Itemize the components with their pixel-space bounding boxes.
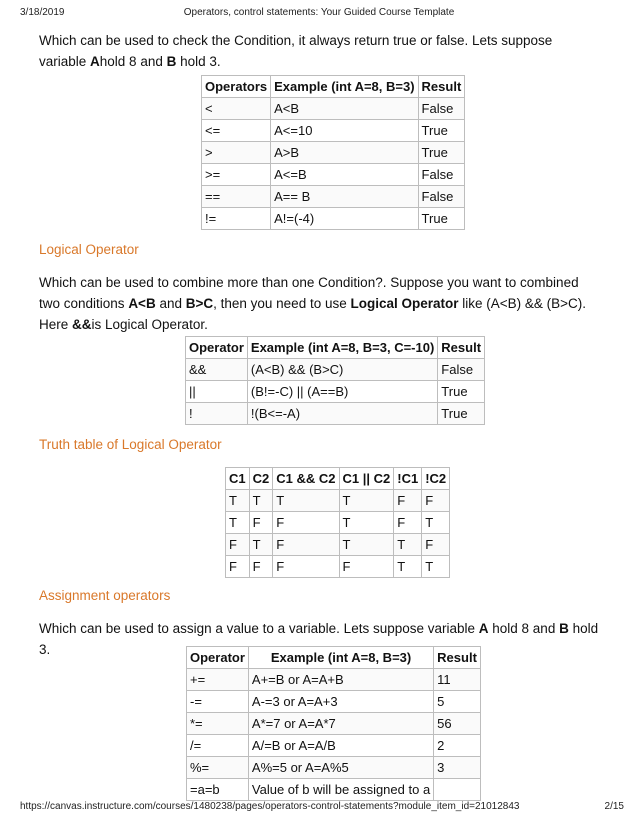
table-row: <= A<=10 True xyxy=(202,120,465,142)
table-row: %= A%=5 or A=A%5 3 xyxy=(187,757,481,779)
table-row: < A<B False xyxy=(202,98,465,120)
table-row: /= A/=B or A=A/B 2 xyxy=(187,735,481,757)
table-header: Operator xyxy=(187,647,249,669)
table-header: C1 || C2 xyxy=(339,468,394,490)
table-header: !C2 xyxy=(422,468,450,490)
print-date: 3/18/2019 xyxy=(20,7,65,18)
table-header: Example (int A=8, B=3) xyxy=(248,647,433,669)
table-header: Example (int A=8, B=3, C=-10) xyxy=(247,337,437,359)
table-row: *= A*=7 or A=A*7 56 xyxy=(187,713,481,735)
table-row: += A+=B or A=A+B 11 xyxy=(187,669,481,691)
table-header: Result xyxy=(438,337,485,359)
assignment-intro: Which can be used to assign a value to a variable. Lets suppose variable A hold 8 and B hold 3. xyxy=(39,621,599,657)
table-header: Example (int A=8, B=3) xyxy=(271,76,418,98)
truth-table xyxy=(225,467,450,578)
table-row: == A== B False xyxy=(202,186,465,208)
table-row: F F F F T T xyxy=(226,556,450,578)
table-row: T F F T F T xyxy=(226,512,450,534)
table-row: ! !(B<=-A) True xyxy=(186,403,485,425)
table-header: C1 && C2 xyxy=(273,468,339,490)
relational-intro: Which can be used to check the Condition, it always return true or false. Lets suppose variable Ahold 8 and B hold 3. xyxy=(39,33,553,69)
table-row: =a=b Value of b will be assigned to a xyxy=(187,779,481,801)
table-header: C2 xyxy=(249,468,273,490)
table-header: C1 xyxy=(226,468,250,490)
relational-table xyxy=(201,75,465,230)
page-number: 2/15 xyxy=(604,801,624,812)
table-header: Operators xyxy=(202,76,271,98)
table-row: T T T T F F xyxy=(226,490,450,512)
table-header: Operator xyxy=(186,337,248,359)
table-row: F T F T T F xyxy=(226,534,450,556)
table-row: > A>B True xyxy=(202,142,465,164)
logical-table xyxy=(185,336,485,425)
table-header: !C1 xyxy=(394,468,422,490)
table-row: -= A-=3 or A=A+3 5 xyxy=(187,691,481,713)
table-row: || (B!=-C) || (A==B) True xyxy=(186,381,485,403)
logical-heading: Logical Operator xyxy=(39,242,139,257)
table-row: && (A<B) && (B>C) False xyxy=(186,359,485,381)
table-row: >= A<=B False xyxy=(202,164,465,186)
print-url: https://canvas.instructure.com/courses/1480238/pages/operators-control-statements?module_item_id=21012843 xyxy=(20,801,520,812)
logical-intro: Which can be used to combine more than one Condition?. Suppose you want to combined two conditions A<B and B>C, then you need to use Logical Operator like (A<B) && (B>C). Here &&is Logical Operator. xyxy=(39,275,587,332)
assignment-heading: Assignment operators xyxy=(39,588,171,603)
table-header: Result xyxy=(434,647,481,669)
assignment-table xyxy=(186,646,481,801)
print-title: Operators, control statements: Your Guided Course Template xyxy=(183,7,455,18)
table-header: Result xyxy=(418,76,465,98)
table-row: != A!=(-4) True xyxy=(202,208,465,230)
truth-heading: Truth table of Logical Operator xyxy=(39,437,222,452)
